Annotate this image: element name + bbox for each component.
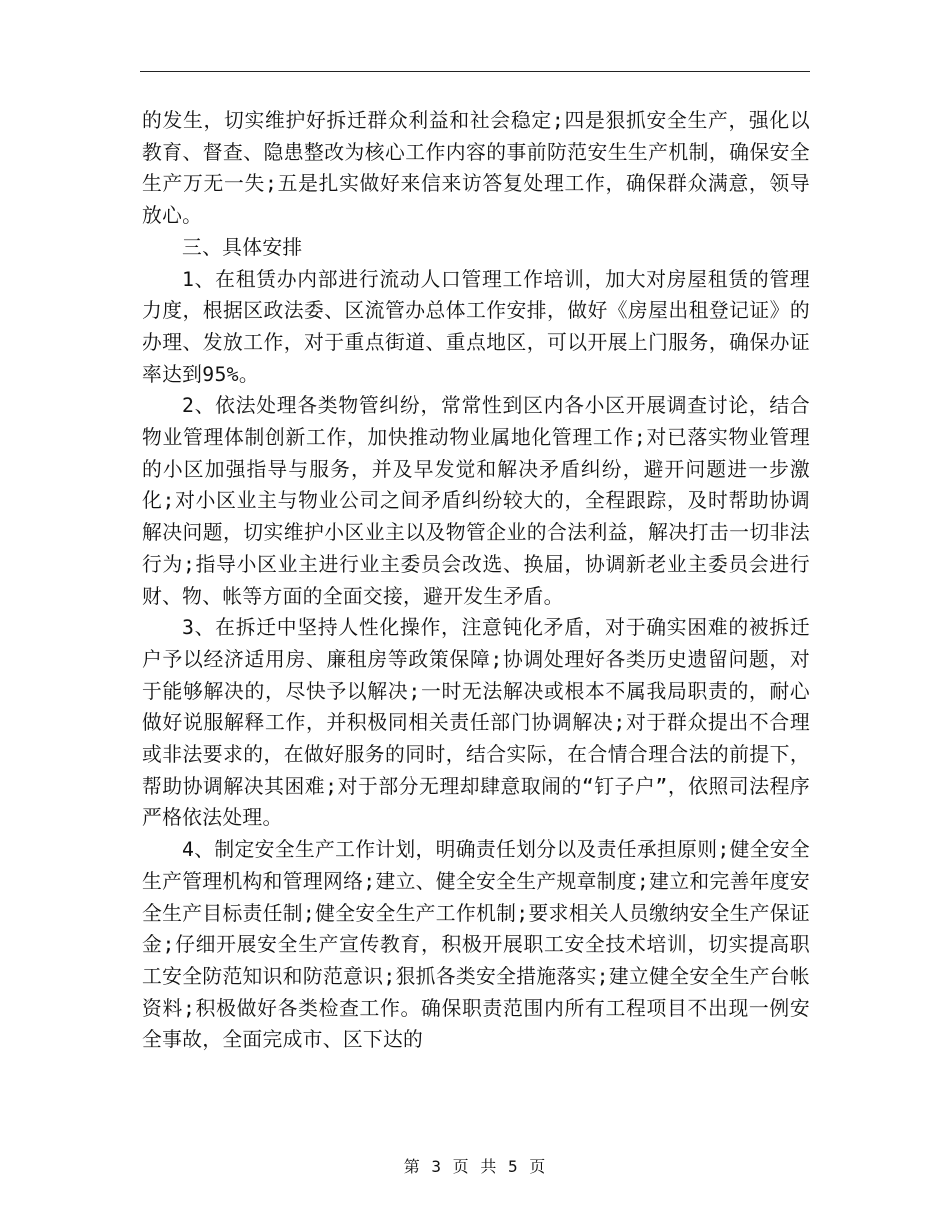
- paragraph-continuation: 的发生，切实维护好拆迁群众利益和社会稳定;四是狠抓安全生产，强化以教育、督查、隐患整改为核心工作内容的事前防范安生生产机制，确保安全生产万无一失;五是扎实做好来信来访答复处理工作，确保群众满意，领导放心。: [142, 109, 810, 228]
- paragraph-item-2: 2、依法处理各类物管纠纷，常常性到区内各小区开展调查讨论，结合物业管理体制创新工作，加快推动物业属地化管理工作;对已落实物业管理的小区加强指导与服务，并及早发觉和解决矛盾纠纷，避开问题进一步激化;对小区业主与物业公司之间矛盾纠纷较大的，全程跟踪，及时帮助协调解决问题，切实维护小区业主以及物管企业的合法利益，解决打击一切非法行为;指导小区业主进行业主委员会改选、换届，协调新老业主委员会进行财、物、帐等方面的全面交接，避开发生矛盾。: [142, 394, 810, 608]
- body-text: [142, 105, 810, 1056]
- header-rule: [140, 71, 810, 72]
- section-heading: 三、具体安排: [182, 235, 303, 259]
- paragraph-item-1: 1、在租赁办内部进行流动人口管理工作培训，加大对房屋租赁的管理力度，根据区政法委、区流管办总体工作安排，做好《房屋出租登记证》的办理、发放工作，对于重点街道、重点地区，可以开展上门服务，确保办证率达到95%。: [142, 267, 810, 386]
- paragraph-item-3: 3、在拆迁中坚持人性化操作，注意钝化矛盾，对于确实困难的被拆迁户予以经济适用房、廉租房等政策保障;协调处理好各类历史遗留问题，对于能够解决的，尽快予以解决;一时无法解决或根本不属我局职责的，耐心做好说服解释工作，并积极同相关责任部门协调解决;对于群众提出不合理或非法要求的，在做好服务的同时，结合实际，在合情合理合法的前提下，帮助协调解决其困难;对于部分无理却肆意取闹的“钉子户”，依照司法程序严格依法处理。: [142, 616, 810, 830]
- paragraph-item-4: 4、制定安全生产工作计划，明确责任划分以及责任承担原则;健全安全生产管理机构和管理网络;建立、健全安全生产规章制度;建立和完善年度安全生产目标责任制;健全安全生产工作机制;要求相关人员缴纳安全生产保证金;仔细开展安全生产宣传教育，积极开展职工安全技术培训，切实提高职工安全防范知识和防范意识;狠抓各类安全措施落实;建立健全安全生产台帐资料;积极做好各类检查工作。确保职责范围内所有工程项目不出现一例安全事故，全面完成市、区下达的: [142, 838, 810, 1052]
- page-number-footer: 第 3 页 共 5 页: [403, 1157, 547, 1176]
